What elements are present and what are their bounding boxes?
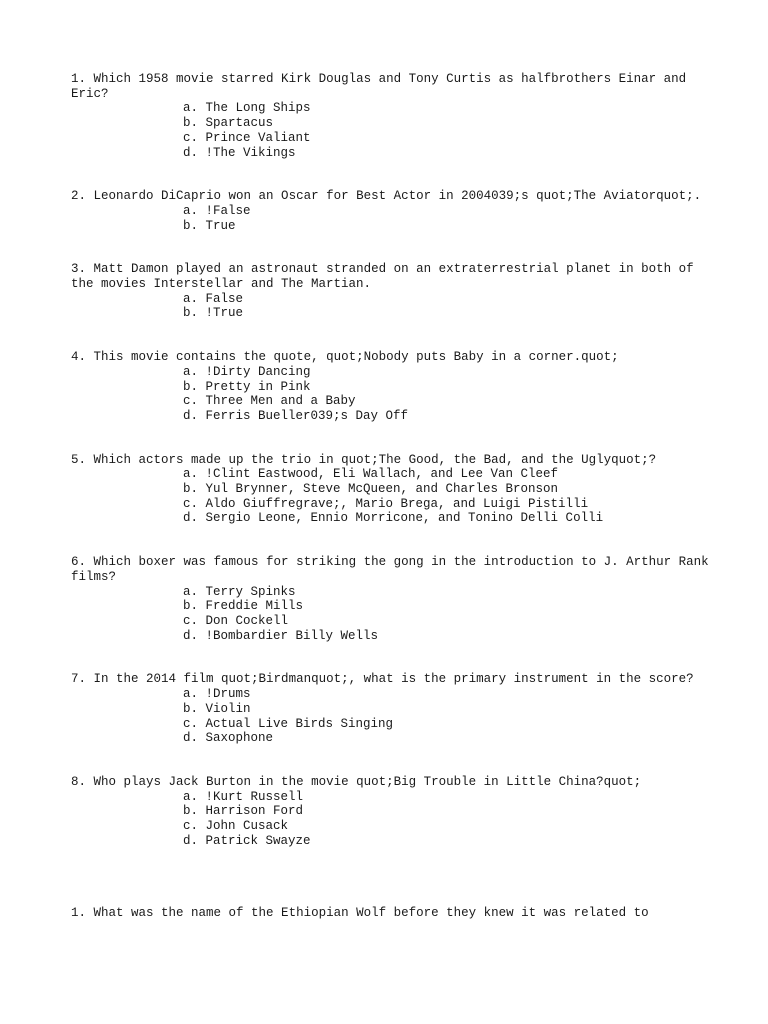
option-c: c. Prince Valiant [183, 130, 311, 145]
question-7 [71, 672, 711, 746]
option-c: c. Three Men and a Baby [183, 394, 356, 409]
option-b: b. Freddie Mills [183, 599, 304, 614]
question-text: 2. Leonardo DiCaprio won an Oscar for Best Actor in 2004039;s quot;The Aviatorquot;. [71, 189, 702, 204]
question-8 [71, 775, 711, 849]
option-d: d. Ferris Bueller039;s Day Off [183, 408, 409, 423]
question-text: 1. Which 1958 movie starred Kirk Douglas and Tony Curtis as halfbrothers Einar and Eric? [71, 72, 694, 101]
question-1 [71, 72, 711, 160]
option-a: a. The Long Ships [183, 101, 311, 116]
option-b: b. True [183, 218, 236, 233]
question-text: 4. This movie contains the quote, quot;Nobody puts Baby in a corner.quot; [71, 350, 619, 365]
option-a: a. !Drums [183, 687, 251, 702]
option-d: d. !Bombardier Billy Wells [183, 628, 379, 643]
option-d: d. Saxophone [183, 731, 274, 746]
question-3 [71, 262, 711, 321]
quiz-document [71, 72, 717, 921]
option-c: c. Actual Live Birds Singing [183, 716, 394, 731]
question-text: 8. Who plays Jack Burton in the movie quot;Big Trouble in Little China?quot; [71, 774, 642, 789]
option-b: b. Harrison Ford [183, 804, 304, 819]
option-a: a. !Kurt Russell [183, 789, 304, 804]
option-d: d. Sergio Leone, Ennio Morricone, and Tonino Delli Colli [183, 511, 604, 526]
question-text: 1. What was the name of the Ethiopian Wolf before they knew it was related to [71, 906, 649, 921]
option-b: b. Spartacus [183, 116, 274, 131]
question-text: 3. Matt Damon played an astronaut stranded on an extraterrestrial planet in both of the movies Interstellar and The Martian. [71, 262, 702, 292]
question-4 [71, 350, 711, 424]
option-b: b. Yul Brynner, Steve McQueen, and Charles Bronson [183, 482, 559, 497]
question-5 [71, 453, 711, 527]
answer-options [71, 365, 711, 424]
answer-options [71, 292, 711, 321]
question-text: 6. Which boxer was famous for striking the gong in the introduction to J. Arthur Rank films? [71, 555, 717, 584]
option-b: b. !True [183, 306, 244, 321]
option-a: a. !Clint Eastwood, Eli Wallach, and Lee Van Cleef [183, 467, 559, 482]
second-quiz-question-1 [71, 906, 711, 921]
answer-options [71, 101, 711, 160]
answer-options [71, 585, 711, 644]
option-d: d. Patrick Swayze [183, 833, 311, 848]
option-b: b. Pretty in Pink [183, 379, 311, 394]
question-2 [71, 189, 711, 233]
question-6 [71, 555, 717, 643]
option-c: c. Don Cockell [183, 613, 289, 628]
option-a: a. !Dirty Dancing [183, 364, 311, 379]
answer-options [71, 467, 711, 526]
answer-options [71, 204, 711, 233]
option-a: a. Terry Spinks [183, 584, 296, 599]
option-a: a. False [183, 291, 244, 306]
question-text: 5. Which actors made up the trio in quot;The Good, the Bad, and the Uglyquot;? [71, 452, 657, 467]
option-c: c. Aldo Giuffregrave;, Mario Brega, and Luigi Pistilli [183, 496, 589, 511]
answer-options [71, 790, 711, 849]
option-a: a. !False [183, 203, 251, 218]
option-c: c. John Cusack [183, 819, 289, 834]
option-d: d. !The Vikings [183, 145, 296, 160]
option-b: b. Violin [183, 701, 251, 716]
question-text: 7. In the 2014 film quot;Birdmanquot;, what is the primary instrument in the score? [71, 672, 694, 687]
answer-options [71, 687, 711, 746]
